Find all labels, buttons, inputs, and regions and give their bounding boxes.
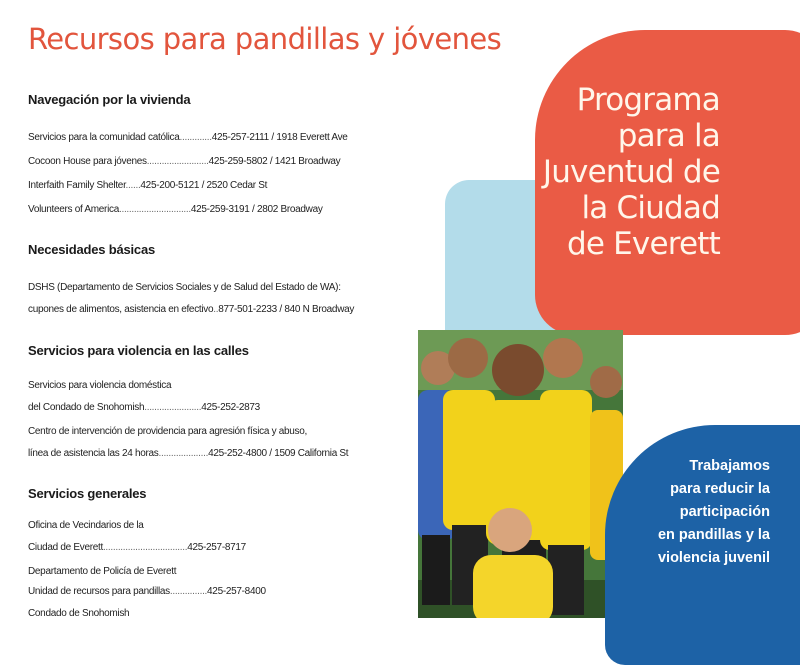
resource-line: Volunteers of America.............................425-259-3191 / 2802 Broadway — [28, 204, 323, 215]
resource-line: Centro de intervención de providencia para agresión física y abuso, — [28, 426, 307, 437]
resource-line: Cocoon House para jóvenes.........................425-259-5802 / 1421 Broadway — [28, 156, 341, 167]
kids-photo — [418, 330, 623, 618]
resource-line: cupones de alimentos, asistencia en efectivo..877-501-2233 / 840 N Broadway — [28, 304, 355, 315]
resource-line: Ciudad de Everett..................................425-257-8717 — [28, 542, 246, 553]
mission-line: violencia juvenil — [657, 550, 770, 566]
resource-line: Condado de Snohomish — [28, 608, 130, 619]
mission-line: para reducir la — [670, 481, 770, 497]
section-heading-housing: Navegación por la vivienda — [28, 92, 191, 107]
resource-line: Servicios para violencia doméstica — [28, 380, 172, 391]
program-title-line: la Ciudad — [581, 190, 720, 226]
program-title-line: para la — [617, 118, 720, 154]
page-title: Recursos para pandillas y jóvenes — [28, 22, 502, 56]
resource-line: del Condado de Snohomish.......................425-252-2873 — [28, 402, 260, 413]
program-title — [543, 82, 720, 262]
kids-photo-illustration — [418, 330, 623, 618]
program-panel — [415, 0, 800, 618]
section-heading-basic-needs: Necesidades básicas — [28, 242, 156, 257]
resource-line: línea de asistencia las 24 horas....................425-252-4800 / 1509 California St — [28, 448, 349, 459]
section-heading-street-violence: Servicios para violencia en las calles — [28, 343, 249, 358]
mission-line: participación — [679, 504, 770, 520]
mission-line: Trabajamos — [689, 458, 770, 474]
resource-line: Departamento de Policía de Everett — [28, 566, 177, 577]
resource-line: Oficina de Vecindarios de la — [28, 520, 144, 531]
program-title-line: de Everett — [566, 226, 720, 262]
resource-line: DSHS (Departamento de Servicios Sociales y de Salud del Estado de WA): — [28, 282, 341, 293]
section-heading-general-services: Servicios generales — [28, 486, 147, 501]
program-title-line: Juventud de — [542, 154, 720, 190]
resource-line: Interfaith Family Shelter......425-200-5121 / 2520 Cedar St — [28, 180, 268, 191]
mission-line: en pandillas y la — [657, 527, 770, 543]
mission-statement — [658, 455, 770, 570]
program-title-line: Programa — [576, 82, 720, 118]
resource-line: Servicios para la comunidad católica.............425-257-2111 / 1918 Everett Ave — [28, 132, 348, 143]
resource-line: Unidad de recursos para pandillas...............425-257-8400 — [28, 586, 266, 597]
